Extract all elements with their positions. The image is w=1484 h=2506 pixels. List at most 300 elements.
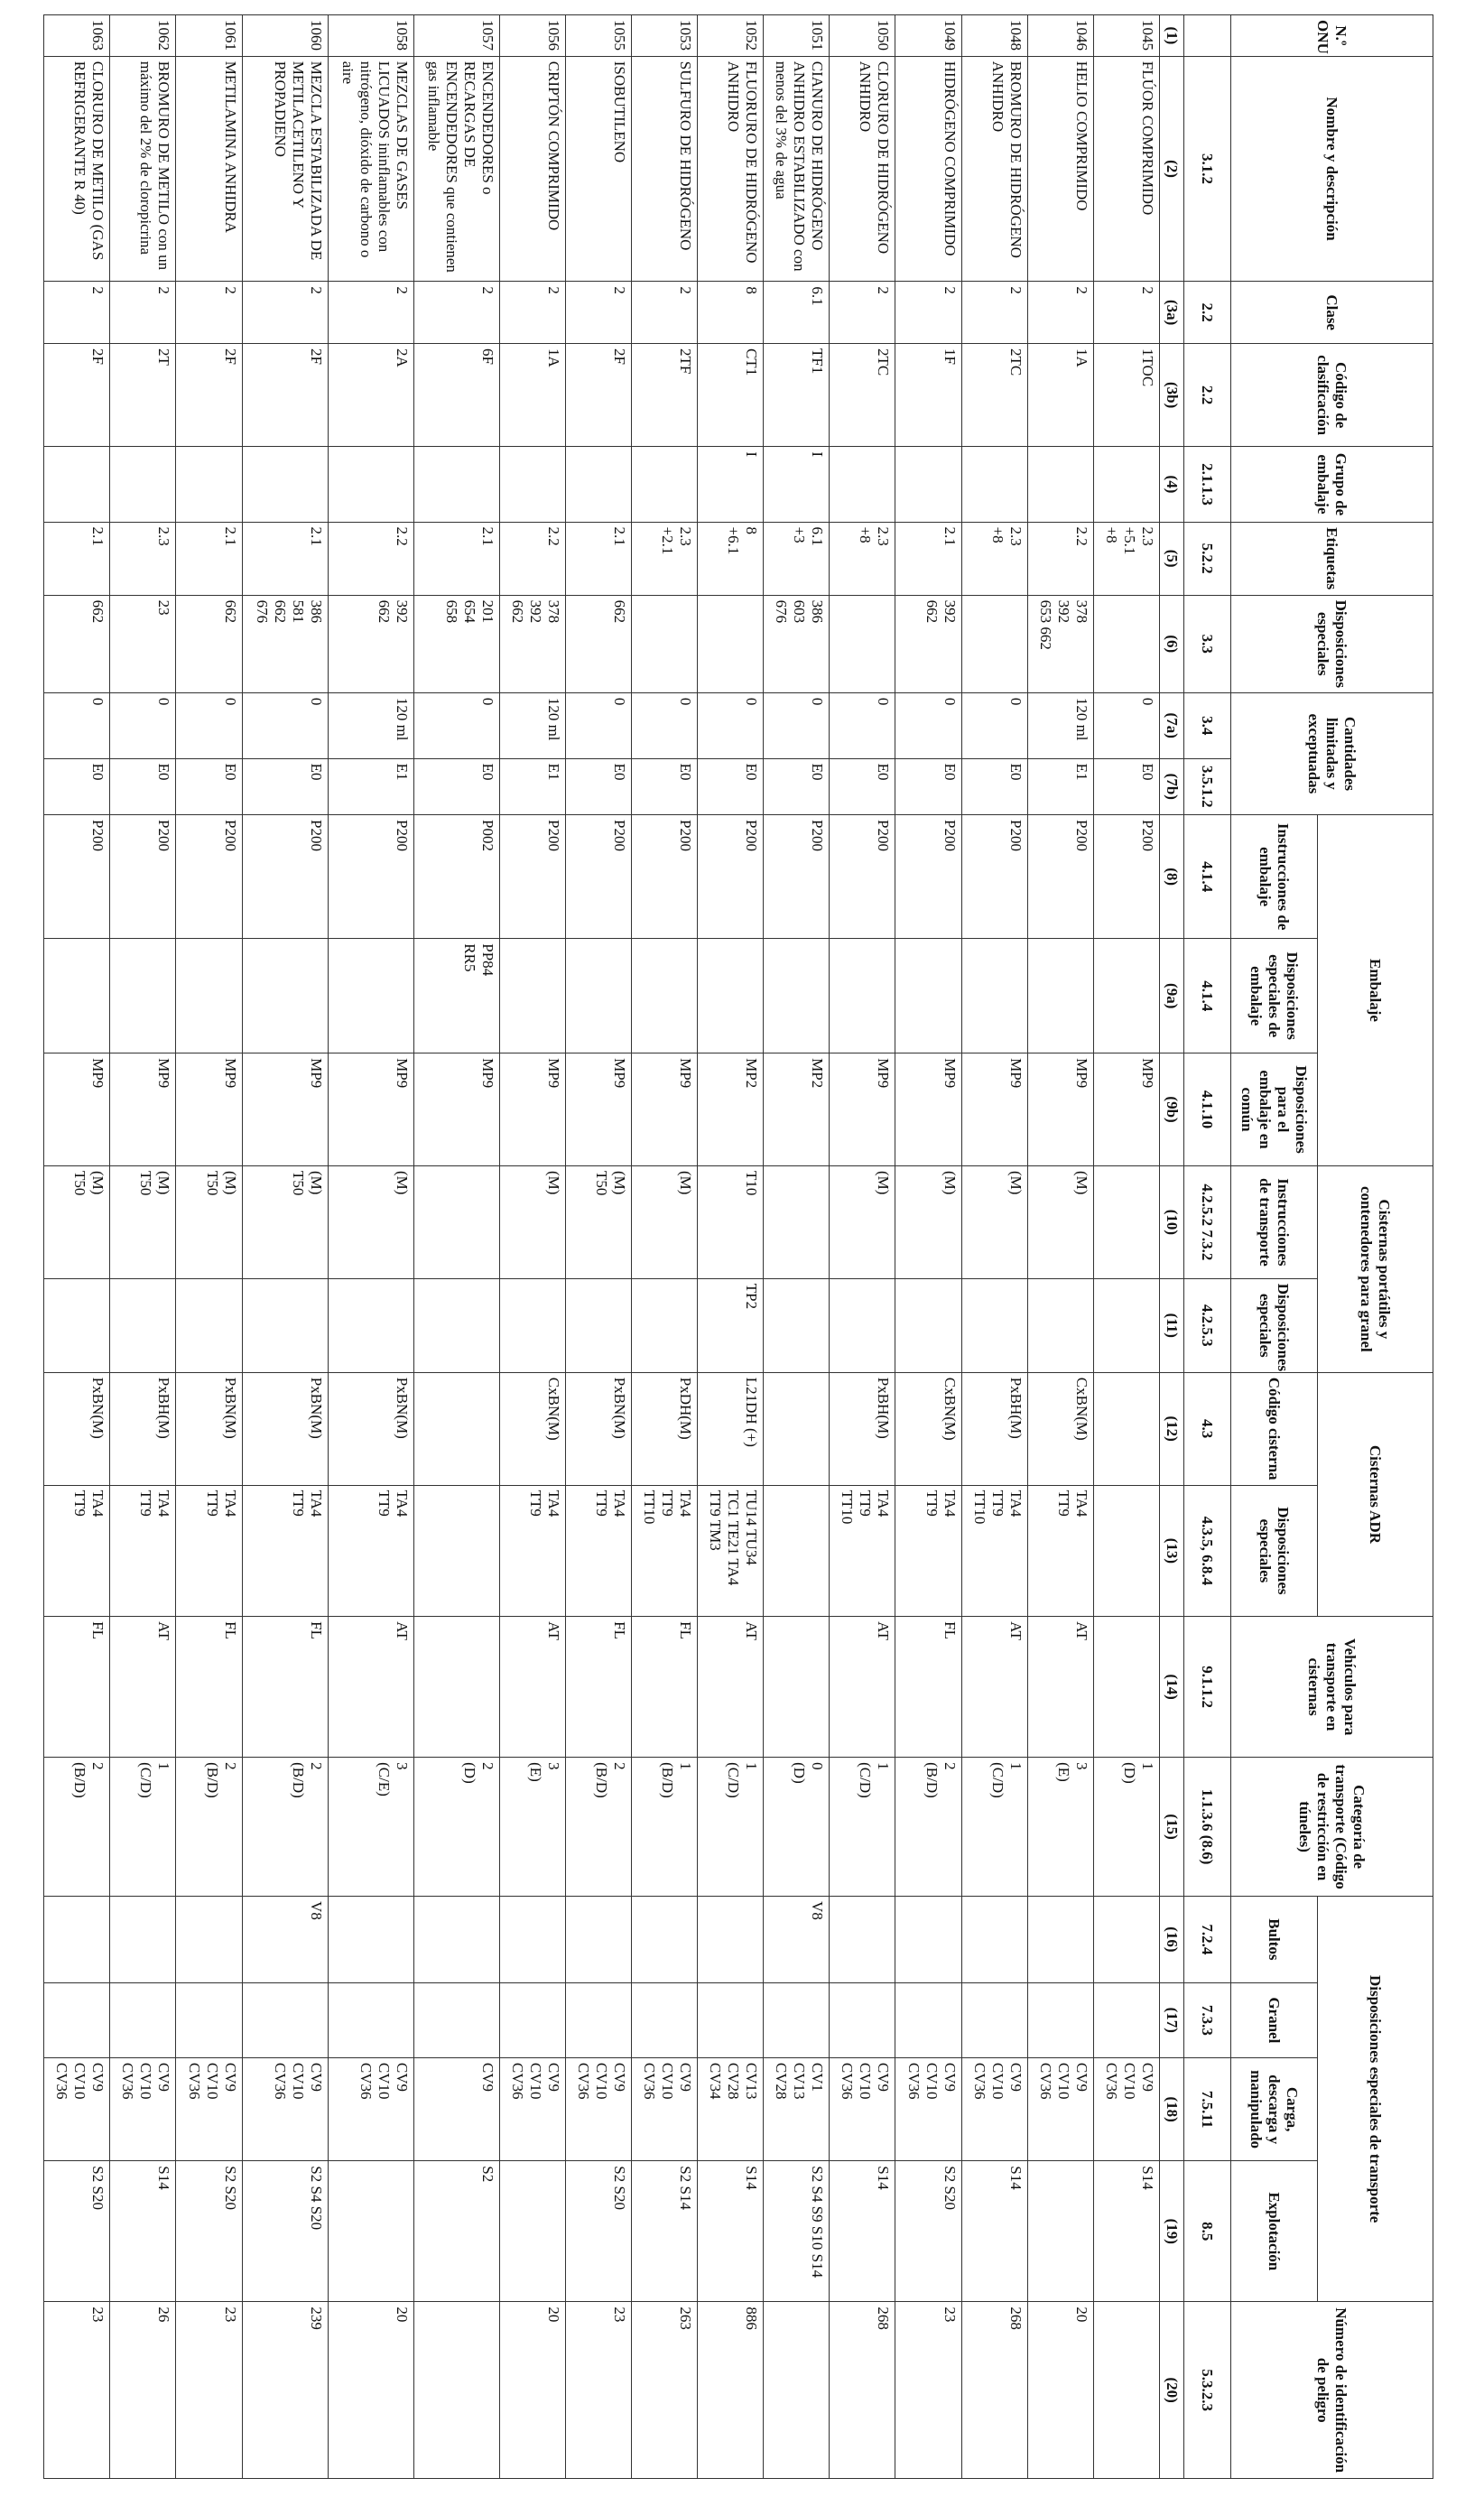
tank-vehicle-text: FL [941,1621,959,1639]
transport-category-line: (B/D) [923,1762,941,1798]
packing-instruction-text: P200 [155,820,173,851]
classification-code-text: 1F [941,348,959,365]
class-text: 2 [221,286,239,294]
transport-category-line: 2 [307,1762,325,1770]
mixed-packing-text: MP9 [393,1058,411,1089]
class-text: 2 [307,286,325,294]
special-provisions-line: 386 [307,599,325,624]
name-text: ENCENDEDORES o RECARGAS DE ENCENDEDORES que contienen gas inflamable [424,60,496,273]
special-provisions-line: 201 [478,599,496,624]
un-number-cell [830,15,895,57]
excepted-quantity-text: E0 [875,763,893,781]
packing-group-cell [895,447,961,522]
excepted-quantity-cell [698,758,764,814]
special-provisions-line: 658 [442,599,460,624]
limited-quantity-cell [44,692,110,758]
reference-row [1184,15,1231,2479]
mixed-packing-text: MP9 [677,1058,695,1089]
column-number-cell: (14) [1160,1617,1184,1758]
packing-provisions-cell [110,939,176,1053]
packing-instruction-text: P200 [307,820,325,851]
special-provisions-line: 662 [610,599,628,624]
un-number-text: 1051 [809,20,827,51]
packing-provisions-cell [328,939,413,1053]
loading-line: CV36 [508,2062,526,2100]
labels-line: 2.2 [544,526,562,546]
bulk-cell [764,1982,830,2057]
adr-tank-provisions-line: TT9 [988,1490,1006,1517]
portable-tank-provisions-text: TP2 [743,1283,761,1310]
adr-tank-provisions-cell [328,1485,413,1617]
packing-provisions-cell [176,939,242,1053]
table-row [413,15,499,2479]
packing-instruction-cell [328,815,413,939]
mixed-packing-text: MP9 [610,1058,628,1089]
mixed-packing-text: MP9 [1072,1058,1090,1089]
packages-cell [242,1897,328,1983]
mixed-packing-cell [631,1053,697,1166]
column-number-cell: (3a) [1160,282,1184,344]
packing-instruction-cell [499,815,565,939]
adr-tank-provisions-cell [1027,1485,1093,1617]
packages-cell [44,1897,110,1983]
mixed-packing-text: MP9 [89,1058,107,1089]
packing-provisions-cell [1027,939,1093,1053]
adr-tank-provisions-cell [961,1485,1027,1617]
classification-code-text: 2F [307,348,325,365]
packages-cell [895,1897,961,1983]
labels-cell [961,522,1027,595]
class-cell [176,282,242,344]
class-cell [830,282,895,344]
column-number-cell: (18) [1160,2057,1184,2160]
transport-category-line: (C/D) [988,1762,1006,1798]
tank-code-text: PxBH(M) [155,1377,173,1439]
classification-code-cell [328,343,413,446]
tank-instruction-line: T50 [203,1170,221,1196]
operation-text: S14 [875,2166,893,2190]
adr-tank-provisions-line: TT9 [375,1490,393,1517]
special-provisions-cell [413,595,499,692]
mixed-packing-cell [961,1053,1027,1166]
name-cell [499,56,565,282]
labels-line: 2.3 [875,526,893,546]
special-provisions-line: 653 662 [1036,599,1054,650]
packing-provisions-cell [44,939,110,1053]
packing-instruction-cell [830,815,895,939]
operation-text: S2 S4 S20 [307,2166,325,2231]
packages-text: V8 [809,1901,827,1920]
excepted-quantity-text: E1 [544,763,562,781]
header-name: Nombre y descripción [1231,56,1433,282]
transport-category-cell [830,1758,895,1897]
name-cell [328,56,413,282]
transport-category-line: (B/D) [289,1762,307,1798]
tank-vehicle-cell [565,1617,631,1758]
excepted-quantity-cell [110,758,176,814]
transport-category-line: (D) [791,1762,809,1784]
packing-group-cell [110,447,176,522]
labels-cell [698,522,764,595]
class-cell [242,282,328,344]
operation-text: S14 [1139,2166,1156,2190]
hazard-number-text: 20 [393,2306,411,2323]
packing-group-cell [961,447,1027,522]
labels-line: 2.2 [1072,526,1090,546]
name-cell [242,56,328,282]
loading-line: CV36 [904,2062,923,2100]
un-number-cell [1093,15,1159,57]
classification-code-cell [830,343,895,446]
un-number-cell [698,15,764,57]
column-number-cell: (8) [1160,815,1184,939]
name-text: HIDRÓGENO COMPRIMIDO [941,60,959,256]
portable-tank-provisions-cell [1093,1278,1159,1372]
classification-code-text: 2TF [677,348,695,375]
tank-code-cell [1027,1372,1093,1485]
limited-quantity-cell [110,692,176,758]
class-text: 2 [1006,286,1025,294]
class-cell [895,282,961,344]
tank-code-cell [44,1372,110,1485]
name-text: SULFURO DE HIDRÓGENO [677,60,695,251]
bulk-cell [328,1982,413,2057]
loading-line: CV10 [592,2062,610,2100]
hazard-number-text: 239 [307,2306,325,2330]
adr-tank-provisions-cell [176,1485,242,1617]
limited-quantity-text: 0 [1006,697,1025,706]
loading-line: CV9 [544,2062,562,2093]
header-codigo: Código de clasificación [1231,343,1433,446]
packing-instruction-cell [631,815,697,939]
limited-quantity-cell [895,692,961,758]
hazard-number-cell [961,2302,1027,2479]
un-number-text: 1055 [610,20,628,51]
reference-cell: 2.1.1.3 [1184,447,1231,522]
class-text: 2 [478,286,496,294]
adr-tank-provisions-line: TU14 TU34 [743,1490,761,1565]
excepted-quantity-text: E0 [1139,763,1156,781]
class-text: 2 [544,286,562,294]
special-provisions-line: 662 [271,599,289,624]
bulk-cell [830,1982,895,2057]
special-provisions-line: 392 [941,599,959,624]
loading-line: CV36 [53,2062,71,2100]
loading-cell [764,2057,830,2160]
loading-line: CV10 [659,2062,677,2100]
class-text: 2 [155,286,173,294]
loading-line: CV1 [809,2062,827,2093]
dangerous-goods-table [43,14,1433,2479]
tank-instruction-cell [1027,1165,1093,1278]
operation-text: S2 S4 S9 S10 S14 [809,2166,827,2279]
labels-cell [895,522,961,595]
packing-instruction-text: P200 [610,820,628,851]
portable-tank-provisions-cell [961,1278,1027,1372]
transport-category-line: 2 [221,1762,239,1770]
adr-tank-provisions-line: TT9 [659,1490,677,1517]
adr-tank-provisions-line: TT10 [839,1490,857,1525]
special-provisions-cell [565,595,631,692]
limited-quantity-cell [565,692,631,758]
name-text: CLORURO DE METILO (GAS REFRIGERANTE R 40) [71,60,107,261]
labels-line: 2.3 [677,526,695,546]
column-number-cell: (11) [1160,1278,1184,1372]
excepted-quantity-cell [961,758,1027,814]
adr-tank-provisions-line: TA4 [393,1490,411,1518]
column-number-cell: (9b) [1160,1053,1184,1166]
tank-vehicle-cell [44,1617,110,1758]
adr-tank-provisions-cell [895,1485,961,1617]
column-number-cell: (9a) [1160,939,1184,1053]
labels-cell [110,522,176,595]
packing-group-text: I [743,451,761,458]
operation-cell [499,2161,565,2302]
packing-instruction-text: P200 [393,820,411,851]
adr-tank-provisions-cell [242,1485,328,1617]
limited-quantity-text: 0 [677,697,695,706]
loading-line: CV9 [1072,2062,1090,2093]
excepted-quantity-cell [1093,758,1159,814]
transport-category-line: 1 [677,1762,695,1770]
operation-cell [764,2161,830,2302]
loading-cell [565,2057,631,2160]
loading-cell [698,2057,764,2160]
transport-category-line: (D) [460,1762,478,1784]
transport-category-line: (B/D) [659,1762,677,1798]
name-cell [830,56,895,282]
loading-line: CV9 [941,2062,959,2093]
name-text: FLUORURO DE HIDRÓGENO ANHIDRO [725,60,761,264]
packing-instruction-text: P200 [221,820,239,851]
loading-cell [328,2057,413,2160]
portable-tank-provisions-cell [110,1278,176,1372]
adr-tank-provisions-line: TT9 [526,1490,544,1517]
tank-vehicle-cell [631,1617,697,1758]
labels-line: 2.2 [393,526,411,546]
packing-group-cell [413,447,499,522]
bulk-cell [895,1982,961,2057]
classification-code-text: 2F [610,348,628,365]
operation-cell [242,2161,328,2302]
excepted-quantity-text: E0 [221,763,239,781]
special-provisions-line: 392 [526,599,544,624]
un-number-cell [242,15,328,57]
mixed-packing-cell [565,1053,631,1166]
bulk-cell [631,1982,697,2057]
special-provisions-line: 662 [221,599,239,624]
limited-quantity-cell [1027,692,1093,758]
mixed-packing-cell [242,1053,328,1166]
loading-line: CV9 [221,2062,239,2093]
reference-cell: 7.5.11 [1184,2057,1231,2160]
tank-vehicle-cell [698,1617,764,1758]
loading-cell [176,2057,242,2160]
header-disp-adr: Disposiciones especiales [1231,1485,1318,1617]
un-number-text: 1062 [155,20,173,51]
special-provisions-line: 654 [460,599,478,624]
packages-cell [1027,1897,1093,1983]
packages-cell [499,1897,565,1983]
tank-vehicle-cell [764,1617,830,1758]
special-provisions-cell [764,595,830,692]
adr-tank-provisions-line: TA4 [875,1490,893,1518]
operation-text: S2 S20 [221,2166,239,2210]
un-number-cell [499,15,565,57]
packages-cell [1093,1897,1159,1983]
hazard-number-text: 20 [1072,2306,1090,2323]
hazard-number-text: 23 [610,2306,628,2323]
loading-cell [631,2057,697,2160]
un-number-text: 1052 [743,20,761,51]
loading-line: CV36 [185,2062,203,2100]
excepted-quantity-cell [499,758,565,814]
adr-tank-provisions-line: TA4 [307,1490,325,1518]
portable-tank-provisions-cell [698,1278,764,1372]
tank-instruction-cell [698,1165,764,1278]
packing-instruction-cell [698,815,764,939]
class-cell [961,282,1027,344]
loading-line: CV36 [119,2062,137,2100]
classification-code-text: 2F [89,348,107,365]
packing-group-cell [698,447,764,522]
special-provisions-line: 662 [508,599,526,624]
labels-line: 2.1 [610,526,628,546]
transport-category-cell [764,1758,830,1897]
loading-line: CV9 [89,2062,107,2093]
table-row [328,15,413,2479]
class-text: 2 [1072,286,1090,294]
tank-vehicle-text: FL [307,1621,325,1639]
transport-category-line: 2 [89,1762,107,1770]
hazard-number-cell [44,2302,110,2479]
packages-cell [565,1897,631,1983]
un-number-cell [961,15,1027,57]
excepted-quantity-text: E0 [677,763,695,781]
tank-instruction-cell [499,1165,565,1278]
loading-line: CV9 [1006,2062,1025,2093]
loading-line: CV10 [137,2062,155,2100]
name-cell [1093,56,1159,282]
table-body [44,15,1160,2479]
packing-provisions-cell [413,939,499,1053]
adr-tank-provisions-cell [413,1485,499,1617]
header-etiquetas: Etiquetas [1231,522,1433,595]
class-text: 2 [610,286,628,294]
class-cell [1093,282,1159,344]
portable-tank-provisions-cell [176,1278,242,1372]
packing-instruction-cell [895,815,961,939]
tank-code-text: L21DH (+) [743,1377,761,1447]
limited-quantity-text: 120 ml [1072,697,1090,741]
reference-cell: 2.2 [1184,343,1231,446]
limited-quantity-text: 0 [941,697,959,706]
adr-tank-provisions-cell [44,1485,110,1617]
packages-cell [413,1897,499,1983]
adr-tank-provisions-line: TT9 [137,1490,155,1517]
loading-line: CV10 [71,2062,89,2100]
tank-code-text: PxBN(M) [307,1377,325,1439]
hazard-number-cell [830,2302,895,2479]
loading-line: CV36 [641,2062,659,2100]
mixed-packing-text: MP9 [478,1058,496,1089]
loading-line: CV10 [1121,2062,1138,2100]
class-text: 2 [393,286,411,294]
labels-line: +5.1 [1121,526,1138,555]
class-cell [413,282,499,344]
adr-tank-provisions-cell [110,1485,176,1617]
adr-tank-provisions-cell [698,1485,764,1617]
operation-cell [961,2161,1027,2302]
classification-code-text: TF1 [809,348,827,375]
classification-code-cell [631,343,697,446]
tank-instruction-cell [830,1165,895,1278]
operation-text: S2 [478,2166,496,2183]
loading-line: CV9 [393,2062,411,2093]
limited-quantity-text: 0 [1139,697,1156,706]
reference-cell: 3.5.1.2 [1184,758,1231,814]
operation-cell [1027,2161,1093,2302]
labels-line: +8 [857,526,875,543]
limited-quantity-text: 120 ml [544,697,562,741]
operation-cell [1093,2161,1159,2302]
tank-code-cell [413,1372,499,1485]
adr-tank-provisions-line: TT9 [71,1490,89,1517]
mixed-packing-text: MP9 [1006,1058,1025,1089]
tank-code-cell [328,1372,413,1485]
loading-cell [44,2057,110,2160]
un-number-cell [413,15,499,57]
tank-instruction-line: T50 [71,1170,89,1196]
hazard-number-text: 886 [743,2306,761,2330]
transport-category-cell [961,1758,1027,1897]
adr-tank-provisions-line: TC1 TE21 TA4 [725,1490,743,1586]
packing-provisions-cell [764,939,830,1053]
header-disp-port: Disposiciones especiales [1231,1278,1318,1372]
special-provisions-line: 23 [155,599,173,616]
tank-instruction-cell [961,1165,1027,1278]
tank-instruction-line: (M) [875,1170,893,1195]
header-disp-comun: Disposiciones para el embalaje en común [1231,1053,1318,1166]
labels-line: +3 [791,526,809,543]
packing-instruction-cell [44,815,110,939]
tank-code-text: CxBN(M) [544,1377,562,1441]
classification-code-text: 6F [478,348,496,365]
loading-line: CV10 [1054,2062,1072,2100]
special-provisions-cell [242,595,328,692]
un-number-cell [631,15,697,57]
loading-line: CV10 [526,2062,544,2100]
column-number-cell: (19) [1160,2161,1184,2302]
special-provisions-line: 676 [253,599,271,624]
reference-cell: 4.3 [1184,1372,1231,1485]
tank-vehicle-text: AT [393,1621,411,1640]
tank-code-cell [830,1372,895,1485]
tank-code-cell [631,1372,697,1485]
operation-text: S14 [1006,2166,1025,2190]
excepted-quantity-text: E0 [478,763,496,781]
tank-vehicle-text: FL [221,1621,239,1639]
un-number-text: 1058 [393,20,411,51]
class-text: 8 [743,286,761,294]
labels-cell [1093,522,1159,595]
packing-provisions-cell [631,939,697,1053]
special-provisions-line: 662 [375,599,393,624]
adr-tank-provisions-line: TA4 [677,1490,695,1518]
packages-cell [631,1897,697,1983]
tank-code-cell [895,1372,961,1485]
reference-cell: 4.1.10 [1184,1053,1231,1166]
